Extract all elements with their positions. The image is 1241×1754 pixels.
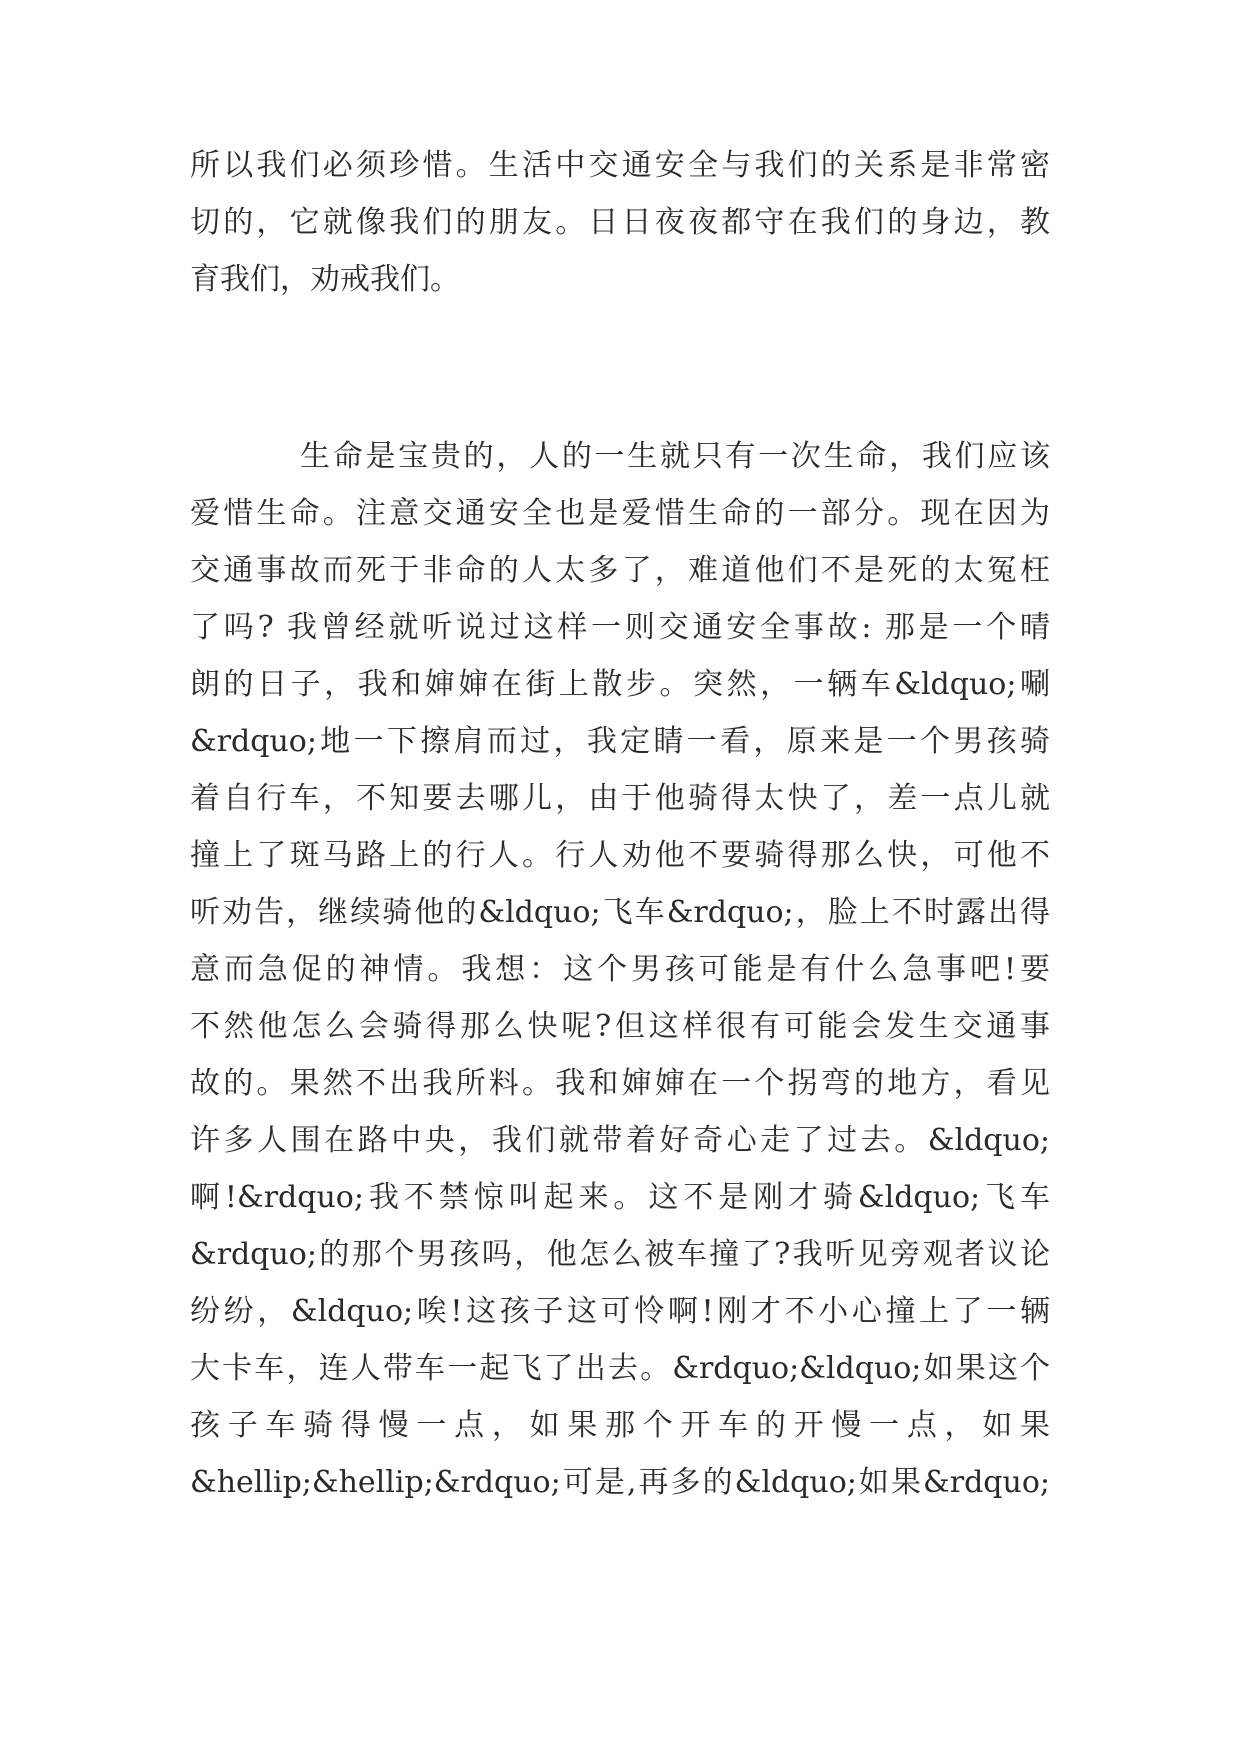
text-line: 意而急促的神情。我想：这个男孩可能是有什么急事吧!要 bbox=[190, 952, 1050, 987]
text-line: 不然他怎么会骑得那么快呢?但这样很有可能会发生交通事 bbox=[190, 1009, 1050, 1044]
text-line: 着自行车，不知要去哪儿，由于他骑得太快了，差一点儿就 bbox=[190, 781, 1050, 816]
text-line: 纷纷，&ldquo;唉!这孩子这可怜啊!刚才不小心撞上了一辆 bbox=[190, 1294, 1050, 1329]
text-line: 听劝告，继续骑他的&ldquo;飞车&rdquo;，脸上不时露出得 bbox=[190, 895, 1050, 930]
text-line: 育我们，劝戒我们。 bbox=[190, 262, 460, 297]
text-line: 孩子车骑得慢一点，如果那个开车的开慢一点，如果 bbox=[190, 1408, 1050, 1443]
text-line: &rdquo;地一下擦肩而过，我定睛一看，原来是一个男孩骑 bbox=[190, 724, 1050, 759]
text-line: 故的。果然不出我所料。我和婶婶在一个拐弯的地方，看见 bbox=[190, 1066, 1050, 1101]
text-line: 朗的日子，我和婶婶在街上散步。突然，一辆车&ldquo;唰 bbox=[190, 667, 1050, 702]
text-line: 啊!&rdquo;我不禁惊叫起来。这不是刚才骑&ldquo;飞车 bbox=[190, 1180, 1050, 1215]
text-line: 了吗? 我曾经就听说过这样一则交通安全事故: 那是一个晴 bbox=[190, 610, 1050, 645]
text-line: 所以我们必须珍惜。生活中交通安全与我们的关系是非常密 bbox=[190, 148, 1050, 183]
text-line: 生命是宝贵的，人的一生就只有一次生命，我们应该 bbox=[300, 439, 1050, 474]
text-line: 许多人围在路中央，我们就带着好奇心走了过去。&ldquo; bbox=[190, 1123, 1050, 1158]
text-line: 切的，它就像我们的朋友。日日夜夜都守在我们的身边，教 bbox=[190, 205, 1050, 240]
text-line: &rdquo;的那个男孩吗，他怎么被车撞了?我听见旁观者议论 bbox=[190, 1237, 1050, 1272]
text-line: 交通事故而死于非命的人太多了，难道他们不是死的太冤枉 bbox=[190, 553, 1050, 588]
text-line: &hellip;&hellip;&rdquo;可是,再多的&ldquo;如果&rdquo; bbox=[190, 1465, 1050, 1500]
text-line: 爱惜生命。注意交通安全也是爱惜生命的一部分。现在因为 bbox=[190, 496, 1050, 531]
text-line: 大卡车，连人带车一起飞了出去。&rdquo;&ldquo;如果这个 bbox=[190, 1351, 1050, 1386]
text-line: 撞上了斑马路上的行人。行人劝他不要骑得那么快，可他不 bbox=[190, 838, 1050, 873]
